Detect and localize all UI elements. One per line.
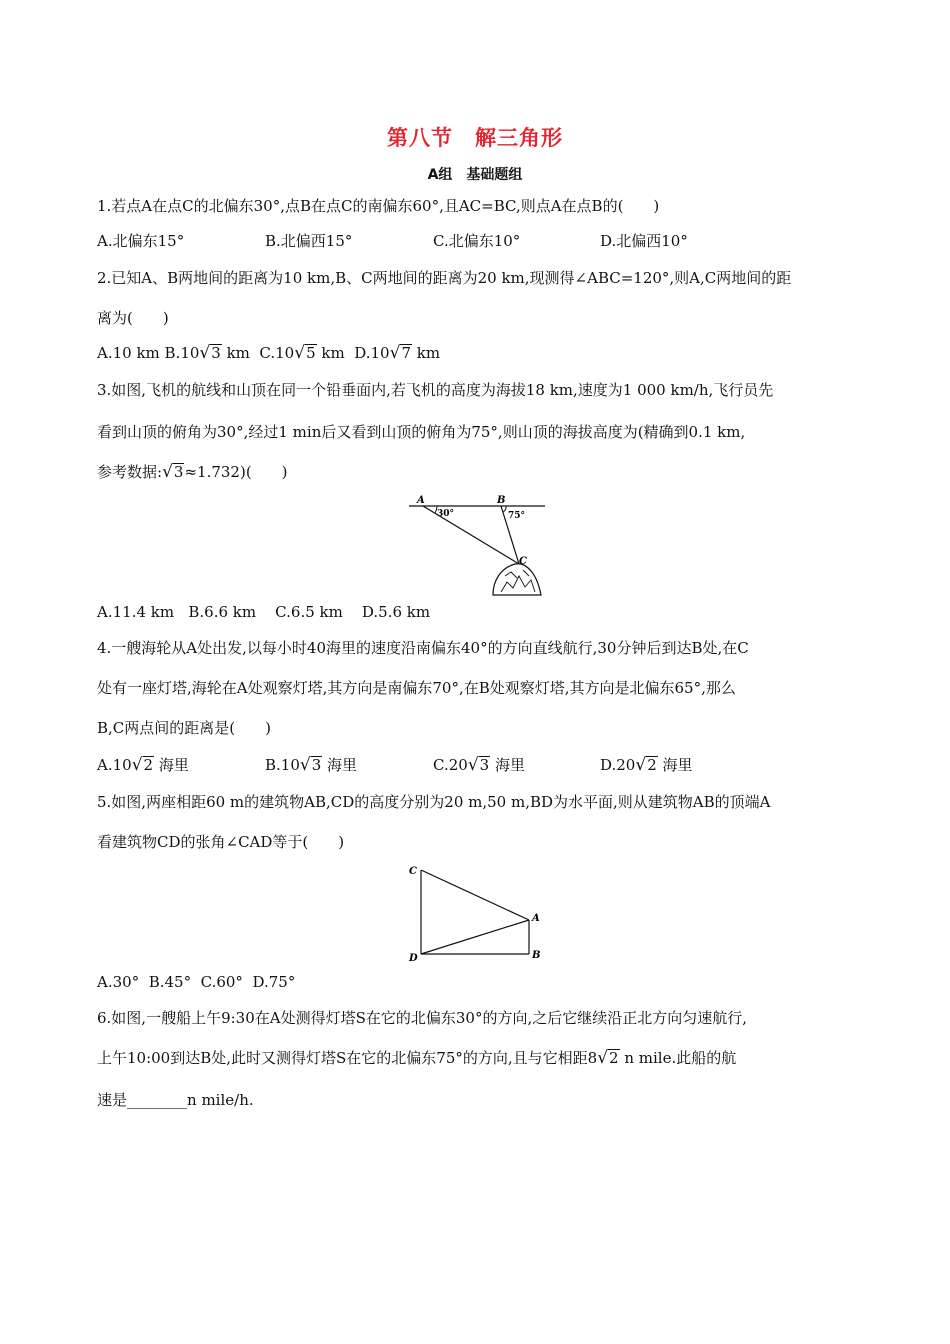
angle-30-label: 30° <box>437 509 455 519</box>
q4-option-c: C.20√3 海里 <box>433 755 525 775</box>
question-3-line2: 看到山顶的俯角为30°,经过1 min后又看到山顶的俯角为75°,则山顶的海拔高度为(精确到0.1 km, <box>97 423 746 441</box>
question-5-line1: 5.如图,两座相距60 m的建筑物AB,CD的高度分别为20 m,50 m,BD为水平面,则从建筑物AB的顶端A <box>97 793 771 811</box>
q1-option-d: D.北偏西10° <box>600 232 688 250</box>
question-3-line3: 参考数据:√3≈1.732)( ) <box>97 462 288 482</box>
q4-option-a: A.10√2 海里 <box>97 755 189 775</box>
question-6-line3: 速是________n mile/h. <box>97 1091 254 1109</box>
label-c: C <box>409 866 417 877</box>
question-5-line2: 看建筑物CD的张角∠CAD等于( ) <box>97 833 345 851</box>
question-3-line1: 3.如图,飞机的航线和山顶在同一个铅垂面内,若飞机的高度为海拔18 km,速度为1 000 km/h,飞行员先 <box>97 381 774 399</box>
buildings-figure <box>405 862 550 966</box>
section-subtitle: A组 基础题组 <box>427 167 523 183</box>
question-2-line2: 离为( ) <box>97 309 169 327</box>
angle-75-label: 75° <box>508 511 526 521</box>
label-c: C <box>519 556 527 567</box>
q3-options: A.11.4 km B.6.6 km C.6.5 km D.5.6 km <box>97 603 431 621</box>
q4-option-b: B.10√3 海里 <box>265 755 358 775</box>
q1-option-c: C.北偏东10° <box>433 232 521 250</box>
question-4-line2: 处有一座灯塔,海轮在A处观察灯塔,其方向是南偏东70°,在B处观察灯塔,其方向是北偏东65°,那么 <box>97 679 736 697</box>
q2-options: A.10 km B.10√3 km C.10√5 km D.10√7 km <box>97 343 441 363</box>
label-d: D <box>409 953 418 964</box>
question-6-line2: 上午10:00到达B处,此时又测得灯塔S在它的北偏东75°的方向,且与它相距8√2 n mile.此船的航 <box>97 1048 737 1068</box>
question-4-line1: 4.一艘海轮从A处出发,以每小时40海里的速度沿南偏东40°的方向直线航行,30分钟后到达B处,在C <box>97 639 749 657</box>
label-a: A <box>417 495 425 506</box>
question-2-line1: 2.已知A、B两地间的距离为10 km,B、C两地间的距离为20 km,现测得∠ABC=120°,则A,C两地间的距 <box>97 269 792 287</box>
q4-option-d: D.20√2 海里 <box>600 755 693 775</box>
label-b: B <box>497 495 506 506</box>
label-a: A <box>532 913 540 924</box>
question-1-text: 1.若点A在点C的北偏东30°,点B在点C的南偏东60°,且AC=BC,则点A在点B的( ) <box>97 197 660 215</box>
airplane-mountain-figure <box>405 492 550 600</box>
page-title: 第八节 解三角形 <box>387 126 563 150</box>
q5-options: A.30° B.45° C.60° D.75° <box>97 973 296 991</box>
q1-option-b: B.北偏西15° <box>265 232 353 250</box>
question-4-line3: B,C两点间的距离是( ) <box>97 719 271 737</box>
q1-option-a: A.北偏东15° <box>97 232 185 250</box>
answer-blank[interactable]: ________ <box>127 1091 188 1109</box>
question-6-line1: 6.如图,一艘船上午9:30在A处测得灯塔S在它的北偏东30°的方向,之后它继续沿正北方向匀速航行, <box>97 1009 747 1027</box>
label-b: B <box>532 950 541 961</box>
